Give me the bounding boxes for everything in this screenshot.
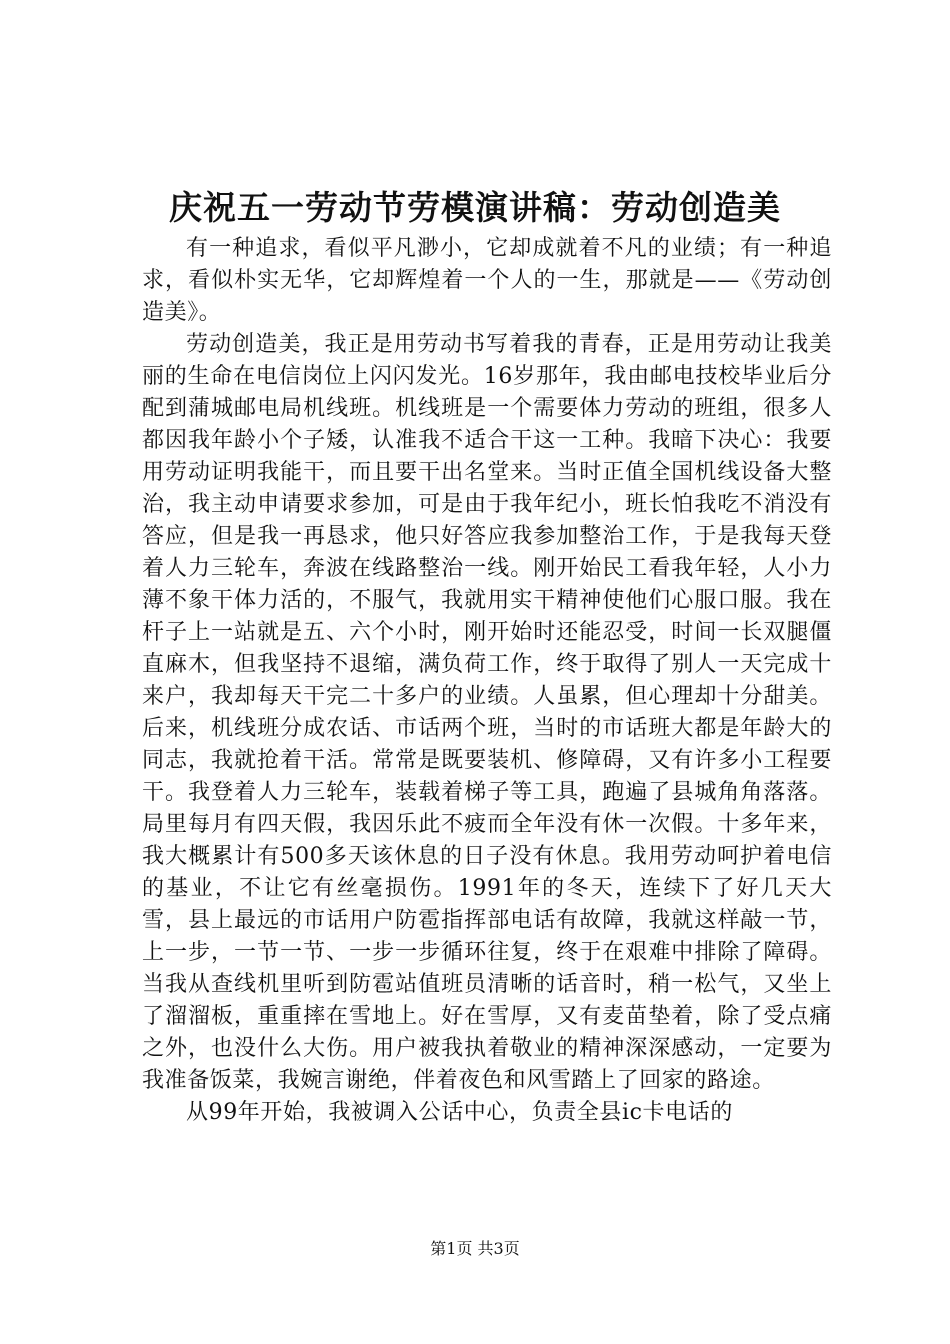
document-title: 庆祝五一劳动节劳模演讲稿：劳动创造美	[169, 188, 781, 227]
paragraph-continued: 从99年开始，我被调入公话中心，负责全县ic卡电话的	[186, 1100, 733, 1125]
paragraph-intro: 有一种追求，看似平凡渺小，它却成就着不凡的业绩；有一种追求，看似朴实无华，它却辉煌着一个人的一生，那就是——《劳动创造美》。	[142, 236, 832, 325]
page-number-footer: 第1页 共3页	[430, 1239, 520, 1258]
paragraph-main: 劳动创造美，我正是用劳动书写着我的青春，正是用劳动让我美丽的生命在电信岗位上闪闪发光。16岁那年，我由邮电技校毕业后分配到蒲城邮电局机线班。机线班是一个需要体力劳动的班组，很多人都因我年龄小个子矮，认准我不适合干这一工种。我暗下决心：我要用劳动证明我能干，而且要干出名堂来。当时正值全国机线设备大整治，我主动申请要求参加，可是由于我年纪小，班长怕我吃不消没有答应，但是我一再恳求，他只好答应我参加整治工作，于是我每天登着人力三轮车，奔波在线路整治一线。刚开始民工看我年轻，人小力薄不象干体力活的，不服气，我就用实干精神使他们心服口服。我在杆子上一站就是五、六个小时，刚开始时还能忍受，时间一长双腿僵直麻木，但我坚持不退缩，满负荷工作，终于取得了别人一天完成十来户，我却每天干完二十多户的业绩。人虽累，但心理却十分甜美。后来，机线班分成农话、市话两个班，当时的市话班大都是年龄大的同志，我就抢着干活。常常是既要装机、修障碍，又有许多小工程要干。我登着人力三轮车，装载着梯子等工具，跑遍了县城角角落落。局里每月有四天假，我因乐此不疲而全年没有休一次假。十多年来，我大概累计有500多天该休息的日子没有休息。我用劳动呵护着电信的基业，不让它有丝毫损伤。1991年的冬天，连续下了好几天大雪，县上最远的市话用户防雹指挥部电话有故障，我就这样敲一节，上一步，一节一节、一步一步循环往复，终于在艰难中排除了障碍。当我从查线机里听到防雹站值班员清晰的话音时，稍一松气，又坐上了溜溜板，重重摔在雪地上。好在雪厚，又有麦苗垫着，除了受点痛之外，也没什么大伤。用户被我执着敬业的精神深深感动，一定要为我准备饭菜，我婉言谢绝，伴着夜色和风雪踏上了回家的路途。	[142, 332, 832, 1093]
document-body	[142, 233, 832, 1129]
